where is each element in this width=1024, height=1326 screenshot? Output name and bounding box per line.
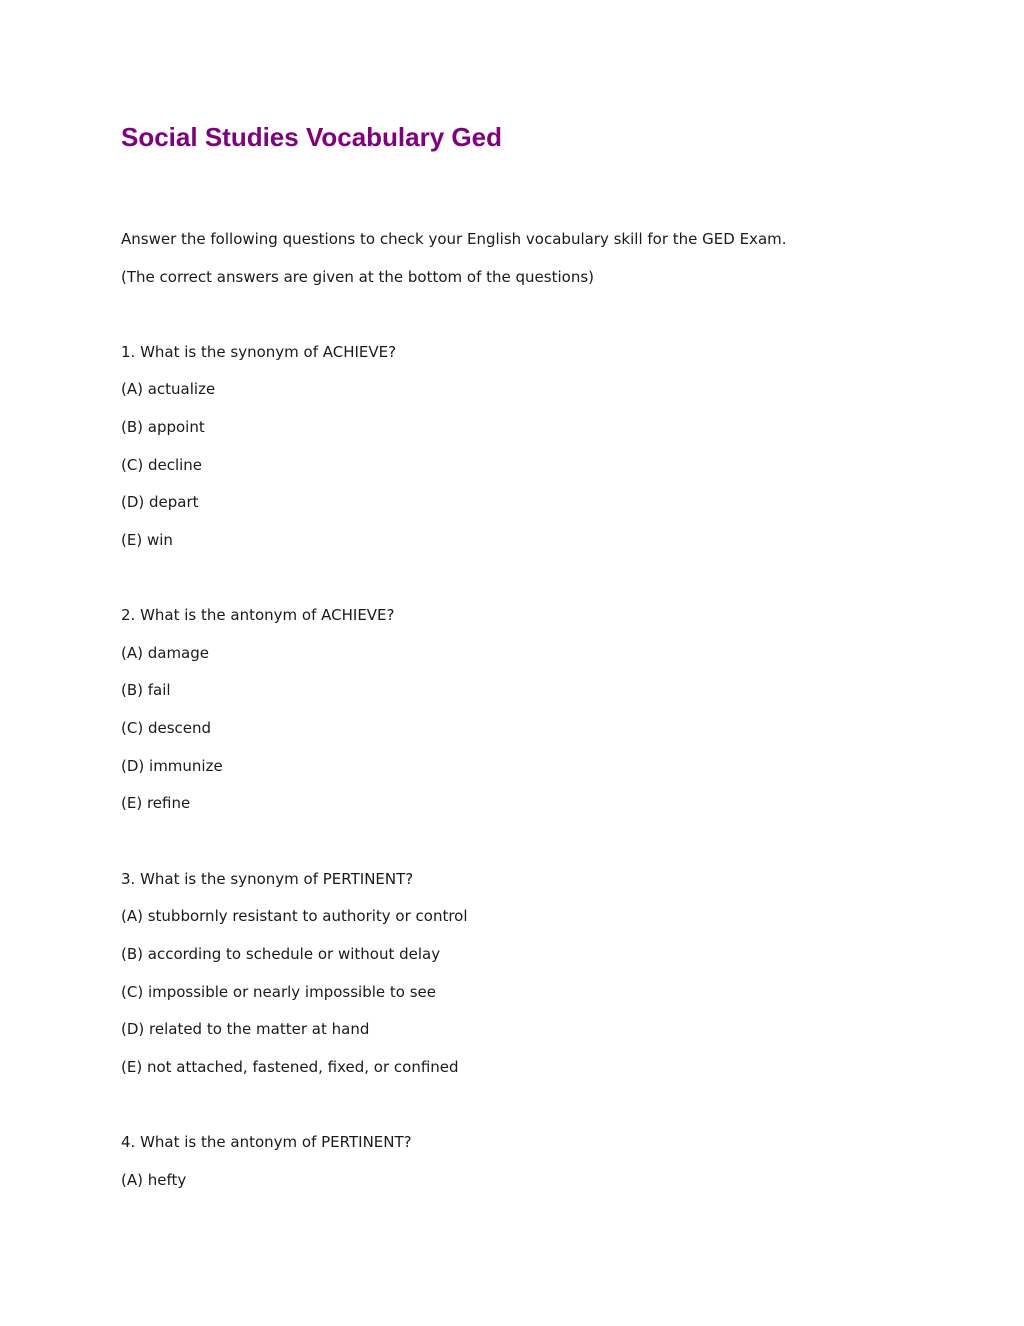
answer-option: (C) decline — [121, 456, 203, 474]
answer-option: (E) win — [121, 531, 173, 549]
question-prompt: 3. What is the synonym of PERTINENT? — [121, 870, 414, 888]
answer-option: (D) related to the matter at hand — [121, 1020, 370, 1038]
question-prompt: 4. What is the antonym of PERTINENT? — [121, 1133, 412, 1151]
intro-line: Answer the following questions to check your English vocabulary skill for the GED Exam. — [121, 230, 787, 248]
page-title: Social Studies Vocabulary Ged — [121, 122, 502, 152]
intro-note: (The correct answers are given at the bottom of the questions) — [121, 268, 594, 286]
answer-option: (C) impossible or nearly impossible to see — [121, 983, 436, 1001]
answer-option: (C) descend — [121, 719, 212, 737]
answer-option: (D) depart — [121, 493, 199, 511]
question-prompt: 2. What is the antonym of ACHIEVE? — [121, 606, 395, 624]
answer-option: (B) according to schedule or without delay — [121, 945, 441, 963]
answer-option: (A) stubbornly resistant to authority or control — [121, 907, 468, 925]
answer-option: (B) appoint — [121, 418, 205, 436]
answer-option: (B) fail — [121, 681, 171, 699]
answer-option: (A) actualize — [121, 380, 216, 398]
answer-option: (A) damage — [121, 644, 210, 662]
answer-option: (A) hefty — [121, 1171, 187, 1189]
answer-option: (E) refine — [121, 794, 191, 812]
answer-option: (D) immunize — [121, 757, 223, 775]
question-prompt: 1. What is the synonym of ACHIEVE? — [121, 343, 397, 361]
answer-option: (E) not attached, fastened, fixed, or confined — [121, 1058, 459, 1076]
